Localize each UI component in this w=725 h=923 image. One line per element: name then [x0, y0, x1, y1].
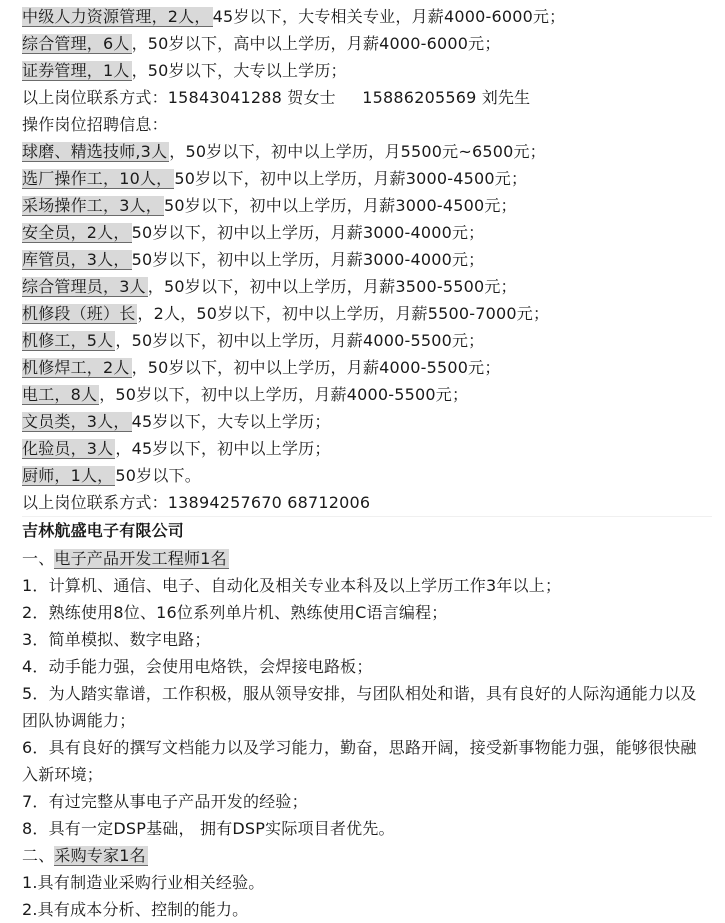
job-details: ，50岁以下，大专以上学历；: [131, 61, 347, 80]
job-line: [22, 57, 712, 84]
requirement-item: 4．动手能力强，会使用电烙铁，会焊接电路板；: [22, 657, 373, 676]
job-line: [22, 246, 712, 273]
job-title-highlight: 电工，8人: [22, 385, 98, 404]
section-prefix: 一、: [22, 549, 55, 568]
job-line: [22, 381, 712, 408]
job-title-highlight: 机修焊工，2人: [22, 358, 130, 377]
job-details: ，45岁以下，初中以上学历；: [115, 439, 331, 458]
requirement-item: 6．具有良好的撰写文档能力以及学习能力，勤奋，思路开阔，接受新事物能力强，能够很快融入新环境；: [22, 738, 697, 784]
requirement-item: 8．具有一定DSP基础， 拥有DSP实际项目者优先。: [22, 819, 395, 838]
job-title-highlight: 厨师，1人，: [22, 466, 114, 485]
job-details: 50岁以下，初中以上学历，月薪3000-4000元；: [131, 250, 485, 269]
job-title-highlight: 中级人力资源管理，2人，: [22, 7, 211, 26]
requirement-item: 2.具有成本分析、控制的能力。: [22, 900, 249, 919]
job-details: ，50岁以下，初中以上学历，月5500元~6500元；: [169, 142, 546, 161]
job-line: [22, 165, 712, 192]
recruitment-document: [22, 3, 712, 923]
job-line: [22, 327, 712, 354]
requirement-item: 1.具有制造业采购行业相关经验。: [22, 873, 265, 892]
job-title-highlight: 采场操作工，3人，: [22, 196, 162, 215]
job-title-highlight: 综合管理员，3人: [22, 277, 146, 296]
job-line: [22, 300, 712, 327]
job-details: ，50岁以下，初中以上学历，月薪4000-5500元；: [131, 358, 501, 377]
ops-heading: 操作岗位招聘信息：: [22, 115, 168, 134]
section-heading: [22, 842, 712, 869]
section-title-highlight: 电子产品开发工程师1名: [54, 549, 227, 568]
job-details: 50岁以下，初中以上学历，月薪3000-4000元；: [131, 223, 485, 242]
job-details: 50岁以下，初中以上学历，月薪3000-4500元；: [163, 196, 517, 215]
job-line: [22, 462, 712, 489]
job-details: ，50岁以下，高中以上学历，月薪4000-6000元；: [131, 34, 501, 53]
requirement-item: 2．熟练使用8位、16位系列单片机、熟练使用C语言编程；: [22, 603, 448, 622]
job-title-highlight: 安全员，2人，: [22, 223, 130, 242]
job-line: [22, 3, 712, 30]
job-details: ，2人，50岁以下，初中以上学历，月薪5500-7000元；: [137, 304, 550, 323]
job-line: [22, 273, 712, 300]
job-details: 50岁以下，初中以上学历，月薪3000-4500元；: [174, 169, 528, 188]
section-heading: [22, 545, 712, 572]
company-name: 吉林航盛电子有限公司: [22, 521, 185, 540]
requirement-item: 7．有过完整从事电子产品开发的经验；: [22, 792, 308, 811]
section-prefix: 二、: [22, 846, 55, 865]
contact-info: 以上岗位联系方式：13894257670 68712006: [22, 493, 371, 512]
job-details: ，50岁以下，初中以上学历，月薪4000-5500元；: [115, 331, 485, 350]
job-title-highlight: 库管员，3人，: [22, 250, 130, 269]
job-line: [22, 354, 712, 381]
job-title-highlight: 机修段（班）长: [22, 304, 136, 323]
job-title-highlight: 证券管理，1人: [22, 61, 130, 80]
job-line: [22, 408, 712, 435]
job-line: [22, 435, 712, 462]
job-line: [22, 30, 712, 57]
job-title-highlight: 球磨、精选技师,3人: [22, 142, 168, 161]
job-details: ，50岁以下，初中以上学历，月薪3500-5500元；: [147, 277, 517, 296]
job-line: [22, 138, 712, 165]
contact-info: 以上岗位联系方式：15843041288 贺女士 15886205569 刘先生: [22, 88, 531, 107]
job-details: 45岁以下，大专以上学历；: [131, 412, 331, 431]
job-details: 45岁以下，大专相关专业，月薪4000-6000元；: [212, 7, 566, 26]
job-details: 50岁以下。: [115, 466, 201, 485]
job-title-highlight: 选厂操作工，10人，: [22, 169, 173, 188]
job-line: [22, 192, 712, 219]
job-details: ，50岁以下，初中以上学历，月薪4000-5500元；: [99, 385, 469, 404]
job-title-highlight: 文员类，3人，: [22, 412, 130, 431]
section-title-highlight: 采购专家1名: [54, 846, 146, 865]
requirement-item: 1．计算机、通信、电子、自动化及相关专业本科及以上学历工作3年以上；: [22, 576, 562, 595]
requirement-item: 5．为人踏实靠谱，工作积极，服从领导安排，与团队相处和谐，具有良好的人际沟通能力以及团队协调能力；: [22, 684, 697, 730]
job-line: [22, 219, 712, 246]
job-title-highlight: 化验员，3人: [22, 439, 114, 458]
requirement-item: 3．简单模拟、数字电路；: [22, 630, 211, 649]
job-title-highlight: 综合管理，6人: [22, 34, 130, 53]
job-title-highlight: 机修工，5人: [22, 331, 114, 350]
